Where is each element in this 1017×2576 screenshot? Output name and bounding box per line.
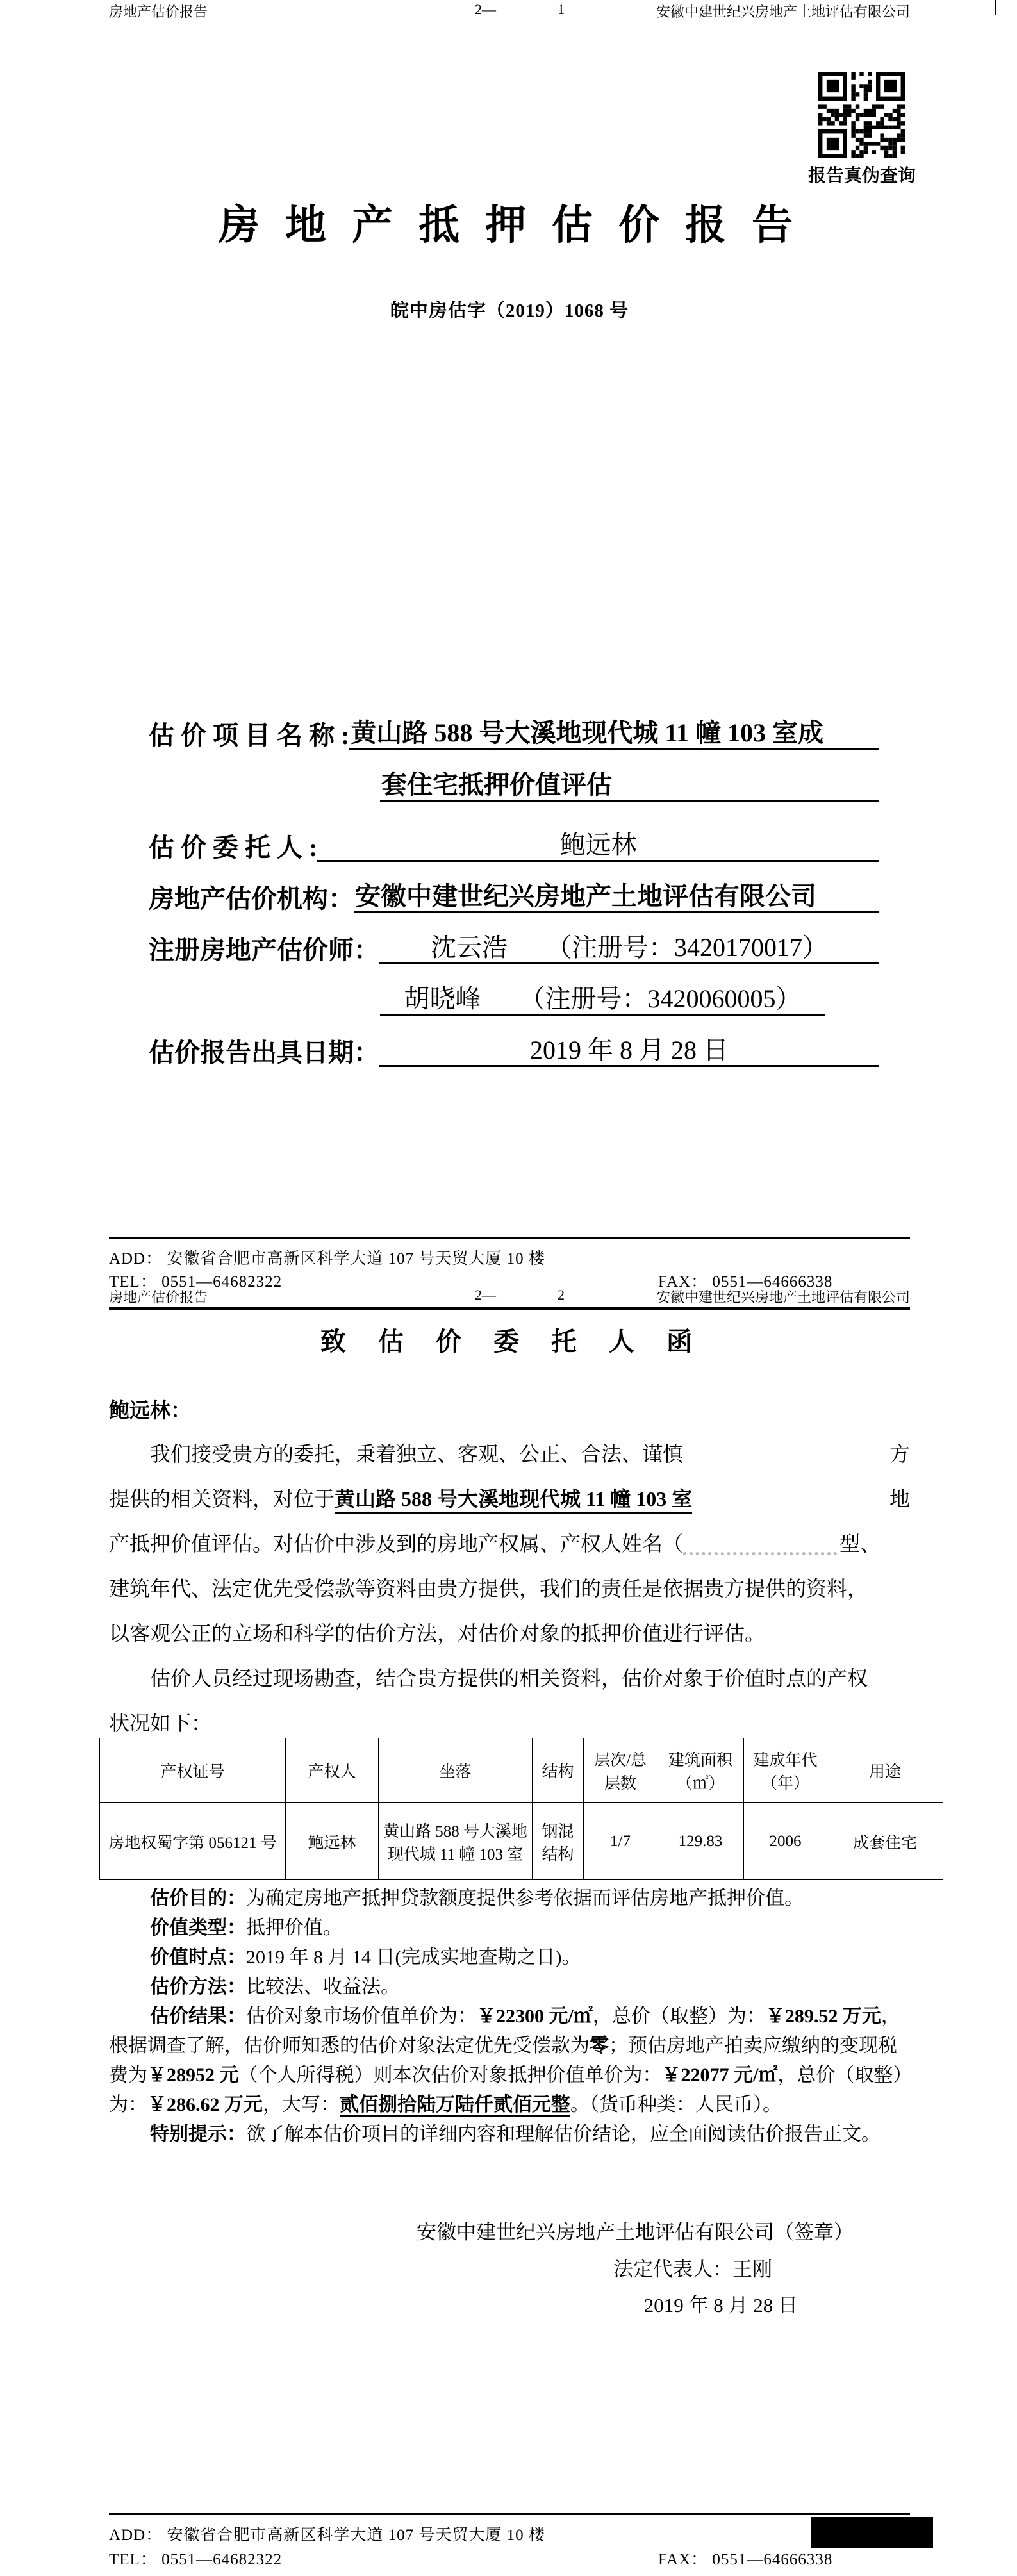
footer-tel: TEL： 0551—64682322 <box>109 1273 283 1291</box>
letter-line: 以客观公正的立场和科学的估价方法，对估价对象的抵押价值进行评估。 <box>109 1622 766 1645</box>
header-company: 安徽中建世纪兴房地产土地评估有限公司 <box>656 1289 910 1305</box>
cell-structure: 钢混结构 <box>533 1803 584 1880</box>
table-row <box>100 1803 943 1880</box>
cell-cert-no: 房地权蜀字第 056121 号 <box>100 1803 286 1880</box>
field-label: 房地产估价机构： <box>149 884 354 913</box>
item-value-date: 价值时点：2019 年 8 月 14 日(完成实地查勘之日)。 <box>150 1947 581 1968</box>
signature-company: 安徽中建世纪兴房地产土地评估有限公司（签章） <box>417 2221 854 2243</box>
footer-rule <box>109 1237 910 1239</box>
cell-owner: 鲍远林 <box>286 1803 379 1880</box>
col-location: 坐落 <box>379 1738 533 1803</box>
doc-number: 皖中房估字（2019）1068 号 <box>390 301 629 321</box>
field-label: 注册房地产估价师： <box>149 936 379 964</box>
field-project-name-line2 <box>149 764 879 802</box>
qr-caption: 报告真伪查询 <box>807 166 916 186</box>
col-owner: 产权人 <box>286 1738 379 1803</box>
footer-address: ADD： 安徽省合肥市高新区科学大道 107 号天贸大厦 10 楼 <box>109 2527 545 2544</box>
field-project-name <box>149 713 879 750</box>
report-title: 房 地 产 抵 押 估 价 报 告 <box>219 202 800 248</box>
field-label: 估 价 委 托 人 : <box>149 833 318 862</box>
item-result: 估价结果：估价对象市场价值单价为：￥22300 元/㎡，总价（取整）为：￥289.52 万元，根据调查了解，估价师知悉的估价对象法定优先受偿款为零；预估房地产拍卖应缴纳的变现税费为￥28952 元（个人所得税）则本次估价对象抵押价值单价为：￥22077 元/㎡，总价（取整）为：￥286.62 万元，大写：贰佰捌拾陆万陆仟贰佰元整。（货币种类：人民币）。 <box>109 2002 910 2120</box>
footer-address: ADD： 安徽省合肥市高新区科学大道 107 号天贸大厦 10 楼 <box>109 1250 545 1267</box>
footer-fax: FAX： 0551—64666338 <box>658 1273 833 1291</box>
item-purpose: 估价目的：为确定房地产抵押贷款额度提供参考依据而评估房地产抵押价值。 <box>150 1888 804 1909</box>
letter-title: 致 估 价 委 托 人 函 <box>320 1327 699 1356</box>
field-value: 黄山路 588 号大溪地现代城 11 幢 103 室成 <box>349 718 879 750</box>
header-doc-title: 房地产估价报告 <box>109 1289 208 1305</box>
header-page-total: 2— <box>475 1287 496 1303</box>
field-label: 估价报告出具日期： <box>149 1038 379 1067</box>
letter-line: 估价人员经过现场勘查，结合贵方提供的相关资料，估价对象于价值时点的产权 <box>150 1667 868 1690</box>
header-rule <box>109 1307 910 1310</box>
letter-body <box>109 1438 910 1752</box>
field-value: 胡晓峰 （注册号：3420060005） <box>380 984 825 1016</box>
field-agency <box>149 876 879 913</box>
letter-salutation: 鲍远林： <box>109 1399 192 1422</box>
field-appraiser-2 <box>149 978 879 1016</box>
col-structure: 结构 <box>533 1738 584 1803</box>
cell-year: 2006 <box>744 1803 827 1880</box>
field-client <box>149 825 879 862</box>
footer-rule <box>109 2513 910 2515</box>
col-floor: 层次/总层数 <box>584 1738 657 1803</box>
valuation-items <box>109 1884 910 2149</box>
letter-line: 提供的相关资料，对位于 黄山路 588 号大溪地现代城 11 幢 103 室 地 <box>109 1483 910 1528</box>
table-header-row <box>100 1738 943 1803</box>
field-issue-date <box>149 1030 879 1067</box>
item-method: 估价方法：比较法、收益法。 <box>150 1976 400 1997</box>
header-doc-title: 房地产估价报告 <box>109 4 208 20</box>
header-edge-tick <box>995 0 996 15</box>
cell-location: 黄山路 588 号大溪地现代城 11 幢 103 室 <box>379 1803 533 1880</box>
header-company: 安徽中建世纪兴房地产土地评估有限公司 <box>656 4 910 20</box>
redaction-box <box>811 2517 933 2548</box>
field-value: 2019 年 8 月 28 日 <box>379 1036 879 1067</box>
header-page-number: 1 <box>558 1 565 17</box>
footer-fax: FAX： 0551—64666338 <box>658 2551 833 2568</box>
field-appraiser-1 <box>149 927 879 964</box>
signature-date: 2019 年 8 月 28 日 <box>643 2294 798 2316</box>
item-value-type: 价值类型：抵押价值。 <box>150 1917 342 1938</box>
field-value: 套住宅抵押价值评估 <box>380 770 879 802</box>
field-value: 沈云浩 （注册号：3420170017） <box>379 933 879 964</box>
item-notice: 特别提示：欲了解本估价项目的详细内容和理解估价结论，应全面阅读估价报告正文。 <box>150 2124 881 2145</box>
header-page-number: 2 <box>558 1287 565 1303</box>
footer-tel: TEL： 0551—64682322 <box>109 2551 283 2568</box>
col-year: 建成年代（年） <box>744 1738 827 1803</box>
property-table <box>99 1738 943 1880</box>
field-value: 安徽中建世纪兴房地产土地评估有限公司 <box>354 882 879 913</box>
letter-line: 产抵押价值评估。对估价中涉及到的房地产权属、产权人姓名（ 型、 <box>109 1532 881 1555</box>
col-use: 用途 <box>827 1738 943 1803</box>
field-value: 鲍远林 <box>317 830 879 862</box>
page1-header <box>109 1 910 19</box>
page2-header <box>109 1287 910 1305</box>
letter-line: 我们接受贵方的委托，秉着独立、客观、公正、合法、谨慎 方 <box>150 1442 910 1466</box>
signature-legal-rep: 法定代表人：王刚 <box>613 2258 772 2281</box>
letter-line: 状况如下： <box>109 1712 212 1735</box>
header-page-total: 2— <box>475 1 496 17</box>
col-area: 建筑面积（㎡） <box>657 1738 744 1803</box>
cell-use: 成套住宅 <box>827 1803 943 1880</box>
field-label: 估 价 项 目 名 称 : <box>149 721 350 750</box>
cell-area: 129.83 <box>657 1803 744 1880</box>
letter-line: 建筑年代、法定优先受偿款等资料由贵方提供，我们的责任是依据贵方提供的资料， <box>109 1577 868 1600</box>
qr-code <box>818 72 905 158</box>
col-cert-no: 产权证号 <box>100 1738 286 1803</box>
cell-floor: 1/7 <box>584 1803 657 1880</box>
